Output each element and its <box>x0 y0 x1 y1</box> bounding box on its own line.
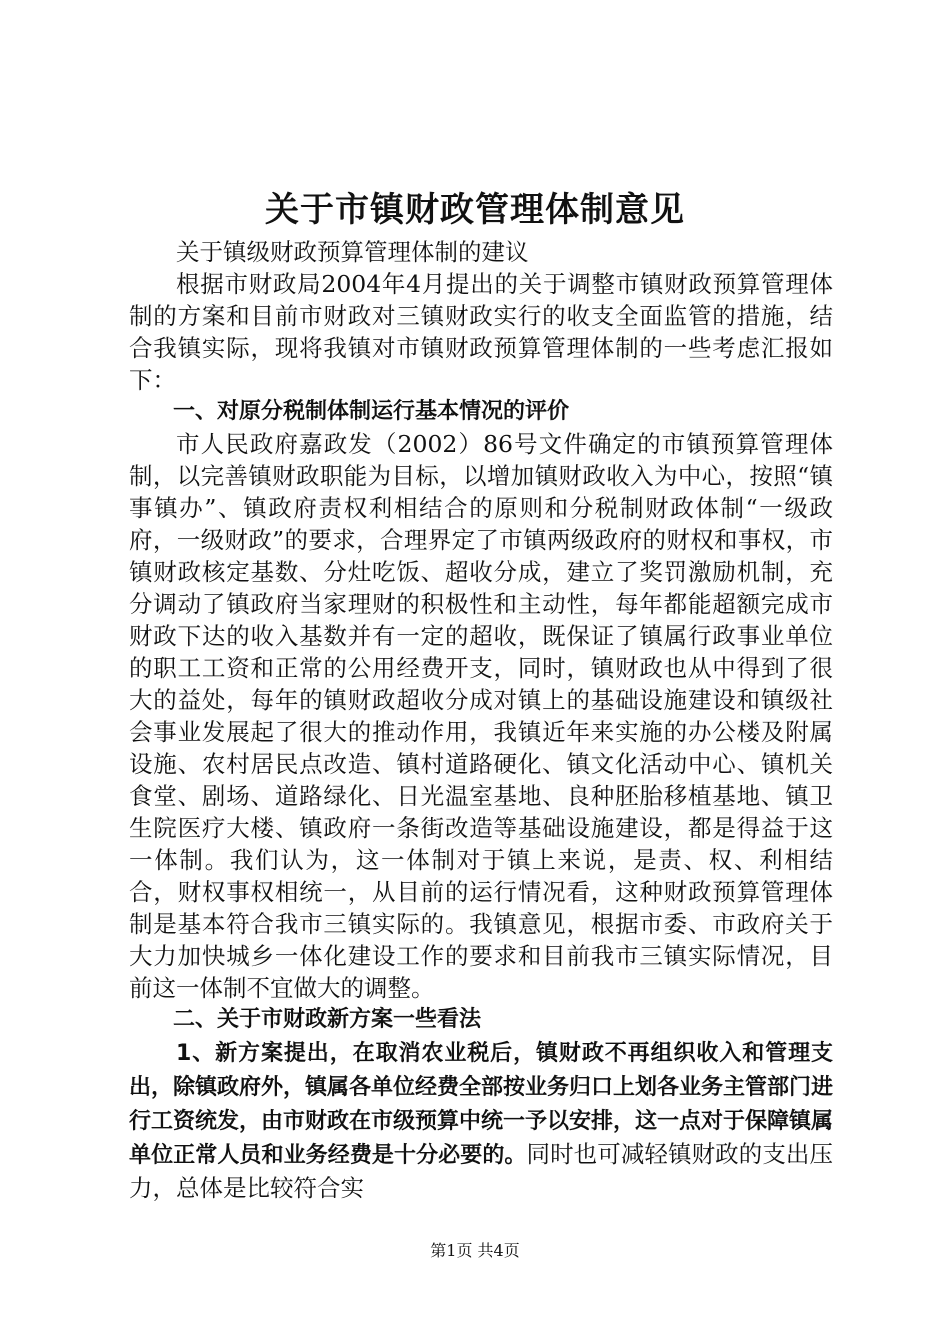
subtitle-paragraph: 关于镇级财政预算管理体制的建议 <box>176 238 529 266</box>
document-title: 关于市镇财政管理体制意见 <box>265 190 685 230</box>
section-1-paragraph: 市人民政府嘉政发（2002）86号文件确定的市镇预算管理体制，以完善镇财政职能为目标，以增加镇财政收入为中心，按照“镇事镇办”、镇政府责权利相结合的原则和分税制财政体制“一级政府，一级财政”的要求，合理界定了市镇两级政府的财权和事权，市镇财政核定基数、分灶吃饭、超收分成，建立了奖罚激励机制，充分调动了镇政府当家理财的积极性和主动性，每年都能超额完成市财政下达的收入基数并有一定的超收，既保证了镇属行政事业单位的职工工资和正常的公用经费开支，同时，镇财政也从中得到了很大的益处，每年的镇财政超收分成对镇上的基础设施建设和镇级社会事业发展起了很大的推动作用，我镇近年来实施的办公楼及附属设施、农村居民点改造、镇村道路硬化、镇文化活动中心、镇机关食堂、剧场、道路绿化、日光温室基地、良种胚胎移植基地、镇卫生院医疗大楼、镇政府一条街改造等基础设施建设，都是得益于这一体制。我们认为，这一体制对于镇上来说，是责、权、利相结合，财权事权相统一，从目前的运行情况看，这种财政预算管理体制是基本符合我市三镇实际的。我镇意见，根据市委、市政府关于大力加快城乡一体化建设工作的要求和目前我市三镇实际情况，目前这一体制不宜做大的调整。 <box>129 430 833 1002</box>
section-heading-2: 二、关于市财政新方案一些看法 <box>173 1007 482 1032</box>
section-2-normal-text: 同时也可减轻镇财政的支出压力，总体是比较符合实 <box>129 1140 833 1202</box>
section-2-paragraph <box>129 1036 833 1204</box>
page-footer: 第1页 共4页 <box>430 1241 520 1260</box>
section-2-bold-text: 1、新方案提出，在取消农业税后，镇财政不再组织收入和管理支出，除镇政府外，镇属各单位经费全部按业务归口上划各业务主管部门进行工资统发，由市财政在市级预算中统一予以安排，这一点对于保障镇属单位正常人员和业务经费是十分必要的。 <box>129 1041 834 1168</box>
document-body <box>129 236 833 1204</box>
section-heading-1: 一、对原分税制体制运行基本情况的评价 <box>173 399 570 424</box>
intro-paragraph: 根据市财政局2004年4月提出的关于调整市镇财政预算管理体制的方案和目前市财政对三镇财政实行的收支全面监管的措施，结合我镇实际，现将我镇对市镇财政预算管理体制的一些考虑汇报如下： <box>129 270 833 394</box>
